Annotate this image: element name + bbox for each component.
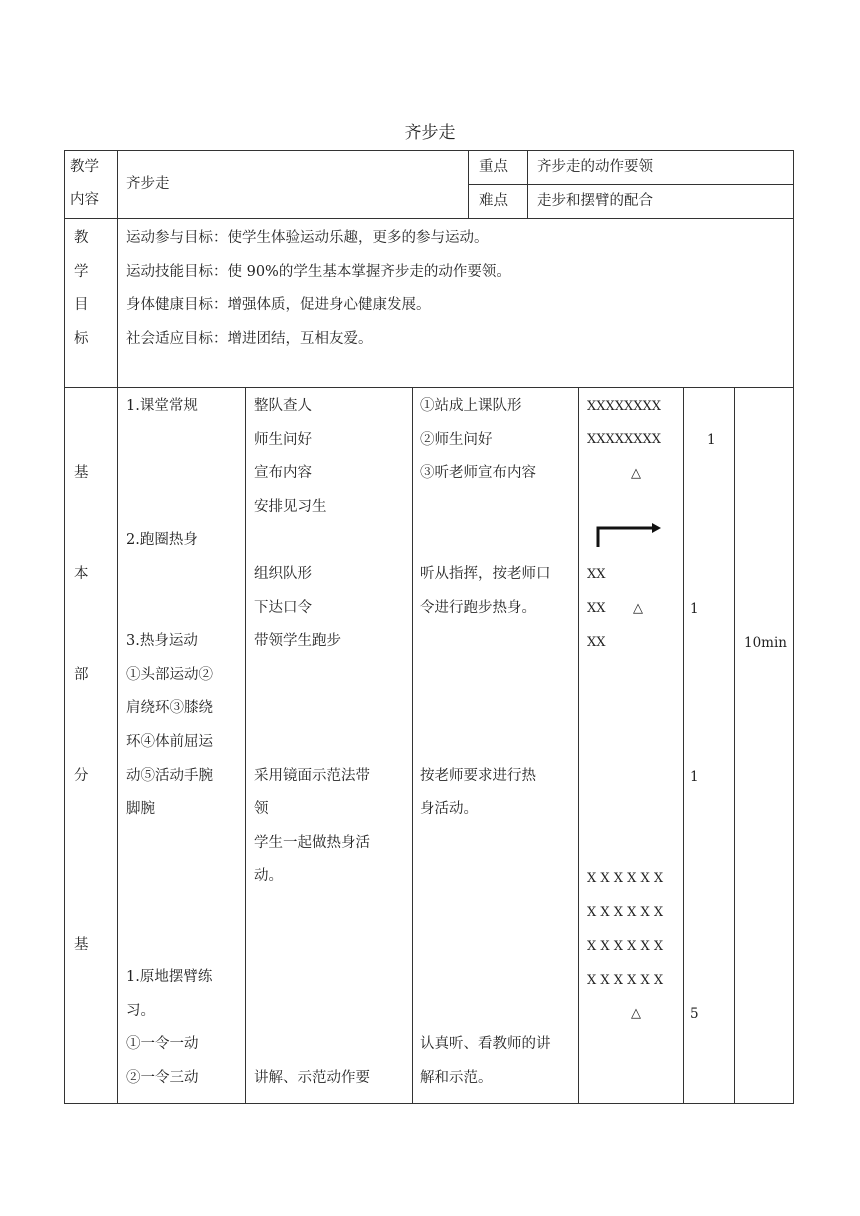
formation-row: X X X X X X bbox=[587, 871, 664, 886]
repetition-count: 1 bbox=[690, 769, 699, 785]
teacher-line bbox=[254, 961, 370, 995]
content-column bbox=[126, 390, 213, 1095]
document-title: 齐步走 bbox=[404, 123, 456, 143]
goal-line: 身体健康目标：增强体质，促进身心健康发展。 bbox=[126, 297, 431, 314]
content-line: 脚腕 bbox=[126, 801, 155, 818]
teacher-line: 采用镜面示范法带 bbox=[254, 767, 370, 784]
content-line: 习。 bbox=[126, 1002, 155, 1019]
formation-row: XXXXXXXX bbox=[587, 432, 662, 447]
content-line: 肩绕环③膝绕 bbox=[126, 700, 213, 717]
teacher-line bbox=[254, 1028, 370, 1062]
section-label-char: 本 bbox=[74, 566, 89, 582]
student-line bbox=[420, 491, 551, 525]
teacher-line bbox=[254, 995, 370, 1029]
running-direction-arrow-icon bbox=[594, 520, 664, 548]
content-line: ②一令三动 bbox=[126, 1069, 199, 1086]
teacher-line: 学生一起做热身活 bbox=[254, 834, 370, 851]
student-line: 按老师要求进行热 bbox=[420, 767, 536, 784]
goals-list bbox=[126, 222, 511, 356]
difficulty-label: 难点 bbox=[479, 193, 508, 209]
student-line bbox=[420, 928, 551, 962]
student-line bbox=[420, 860, 551, 894]
teacher-line: 领 bbox=[254, 801, 269, 818]
goal-line: 运动技能目标：使 90%的学生基本掌握齐步走的动作要领。 bbox=[126, 263, 511, 280]
student-line bbox=[420, 995, 551, 1029]
formation-row: X X X X X X bbox=[587, 905, 664, 920]
teacher-line: 整队查人 bbox=[254, 398, 312, 414]
teacher-position-triangle: △ bbox=[631, 1006, 641, 1021]
student-line: 认真听、看教师的讲 bbox=[420, 1036, 551, 1053]
content-line bbox=[126, 424, 213, 458]
repetition-count: 5 bbox=[690, 1006, 699, 1022]
teacher-line: 组织队形 bbox=[254, 565, 312, 582]
formation-xx: XX bbox=[587, 601, 606, 616]
teacher-line bbox=[254, 894, 370, 928]
student-line: 身活动。 bbox=[420, 801, 478, 818]
student-line bbox=[420, 894, 551, 928]
teacher-line bbox=[254, 726, 370, 760]
formation-row: X X X X X X bbox=[587, 973, 664, 988]
content-line: 1.原地摆臂练 bbox=[126, 969, 213, 986]
section-label-char: 部 bbox=[74, 667, 89, 683]
teacher-line: 讲解、示范动作要 bbox=[254, 1069, 370, 1086]
student-line bbox=[420, 524, 551, 558]
content-line: ①一令一动 bbox=[126, 1036, 199, 1053]
content-line bbox=[126, 491, 213, 525]
goals-label-char: 目 bbox=[74, 297, 89, 314]
goal-line: 社会适应目标：增进团结，互相友爱。 bbox=[126, 330, 373, 347]
content-line: 2.跑圈热身 bbox=[126, 532, 198, 549]
difficulty-value: 走步和摆臂的配合 bbox=[537, 193, 653, 209]
student-line bbox=[420, 961, 551, 995]
section-label-char: 基 bbox=[74, 937, 89, 953]
section-time: 10min bbox=[744, 635, 787, 651]
teacher-line: 宣布内容 bbox=[254, 465, 312, 482]
teacher-line: 带领学生跑步 bbox=[254, 633, 341, 650]
repetition-count: 1 bbox=[690, 601, 699, 617]
student-line bbox=[420, 625, 551, 659]
section-label-char: 分 bbox=[74, 768, 89, 784]
teacher-line: 安排见习生 bbox=[254, 498, 327, 515]
key-point-label: 重点 bbox=[479, 159, 508, 175]
student-line: 听从指挥，按老师口 bbox=[420, 565, 551, 582]
key-point-value: 齐步走的动作要领 bbox=[537, 159, 653, 175]
content-line: 3.热身运动 bbox=[126, 633, 198, 650]
student-line: ③听老师宣布内容 bbox=[420, 465, 536, 482]
content-line bbox=[126, 592, 213, 626]
student-line bbox=[420, 659, 551, 693]
teacher-position-triangle: △ bbox=[633, 601, 643, 616]
content-line bbox=[126, 827, 213, 861]
content-line bbox=[126, 928, 213, 962]
teacher-line: 师生问好 bbox=[254, 431, 312, 448]
student-line bbox=[420, 827, 551, 861]
goals-label-char: 学 bbox=[74, 263, 89, 280]
student-line: 令进行跑步热身。 bbox=[420, 599, 536, 616]
teacher-line bbox=[254, 524, 370, 558]
teacher-position-triangle: △ bbox=[631, 466, 641, 481]
formation-xx: XX bbox=[587, 567, 606, 582]
repetition-count: 1 bbox=[707, 432, 716, 448]
teacher-line: 动。 bbox=[254, 868, 283, 885]
student-line: ①站成上课队形 bbox=[420, 398, 522, 414]
formation-row: X X X X X X bbox=[587, 939, 664, 954]
student-column bbox=[420, 390, 551, 1095]
teacher-column bbox=[254, 390, 370, 1095]
teacher-line bbox=[254, 692, 370, 726]
student-line bbox=[420, 726, 551, 760]
teacher-line: 下达口令 bbox=[254, 599, 312, 616]
student-line: ②师生问好 bbox=[420, 431, 493, 448]
goals-label-char: 教 bbox=[74, 230, 89, 246]
content-line bbox=[126, 558, 213, 592]
section-label-char: 基 bbox=[74, 465, 89, 481]
content-line bbox=[126, 894, 213, 928]
formation-xx: XX bbox=[587, 635, 606, 650]
formation-row: XXXXXXXX bbox=[587, 399, 662, 414]
content-value: 齐步走 bbox=[126, 176, 170, 192]
content-line: 环④体前屈运 bbox=[126, 733, 213, 750]
content-line: 1.课堂常规 bbox=[126, 398, 198, 414]
content-label-line1: 教学 bbox=[70, 159, 99, 175]
teacher-line bbox=[254, 659, 370, 693]
content-line: 动⑤活动手腕 bbox=[126, 767, 213, 784]
content-label-line2: 内容 bbox=[70, 192, 99, 208]
student-line: 解和示范。 bbox=[420, 1069, 493, 1086]
student-line bbox=[420, 692, 551, 726]
content-line: ①头部运动② bbox=[126, 666, 213, 683]
goals-label-char: 标 bbox=[74, 330, 89, 347]
content-line bbox=[126, 860, 213, 894]
goal-line: 运动参与目标：使学生体验运动乐趣，更多的参与运动。 bbox=[126, 230, 489, 246]
content-line bbox=[126, 457, 213, 491]
goals-label bbox=[74, 222, 89, 356]
teacher-line bbox=[254, 928, 370, 962]
